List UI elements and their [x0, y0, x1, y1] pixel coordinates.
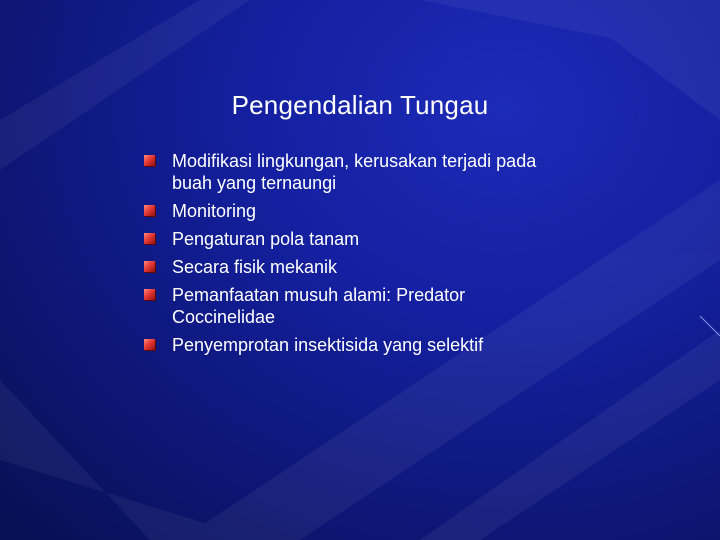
bullet-item	[140, 256, 560, 278]
bullet-text: Pemanfaatan musuh alami: Predator Coccinelidae	[172, 285, 466, 327]
red-square-bullet-icon	[144, 155, 155, 166]
slide-title: Pengendalian Tungau	[231, 90, 489, 120]
red-square-bullet-icon	[144, 261, 155, 272]
bullet-text: Modifikasi lingkungan, kerusakan terjadi pada buah yang ternaungi	[172, 151, 537, 193]
bullet-item	[140, 284, 560, 328]
bullet-item	[140, 228, 560, 250]
bullet-text: Penyemprotan insektisida yang selektif	[172, 335, 484, 355]
red-square-bullet-icon	[144, 339, 155, 350]
bullet-list	[140, 150, 560, 362]
bullet-text: Monitoring	[172, 201, 257, 221]
red-square-bullet-icon	[144, 233, 155, 244]
bullet-item	[140, 334, 560, 356]
bullet-text: Secara fisik mekanik	[172, 257, 338, 277]
bullet-item	[140, 150, 560, 194]
red-square-bullet-icon	[144, 289, 155, 300]
bullet-text: Pengaturan pola tanam	[172, 229, 360, 249]
red-square-bullet-icon	[144, 205, 155, 216]
bullet-item	[140, 200, 560, 222]
